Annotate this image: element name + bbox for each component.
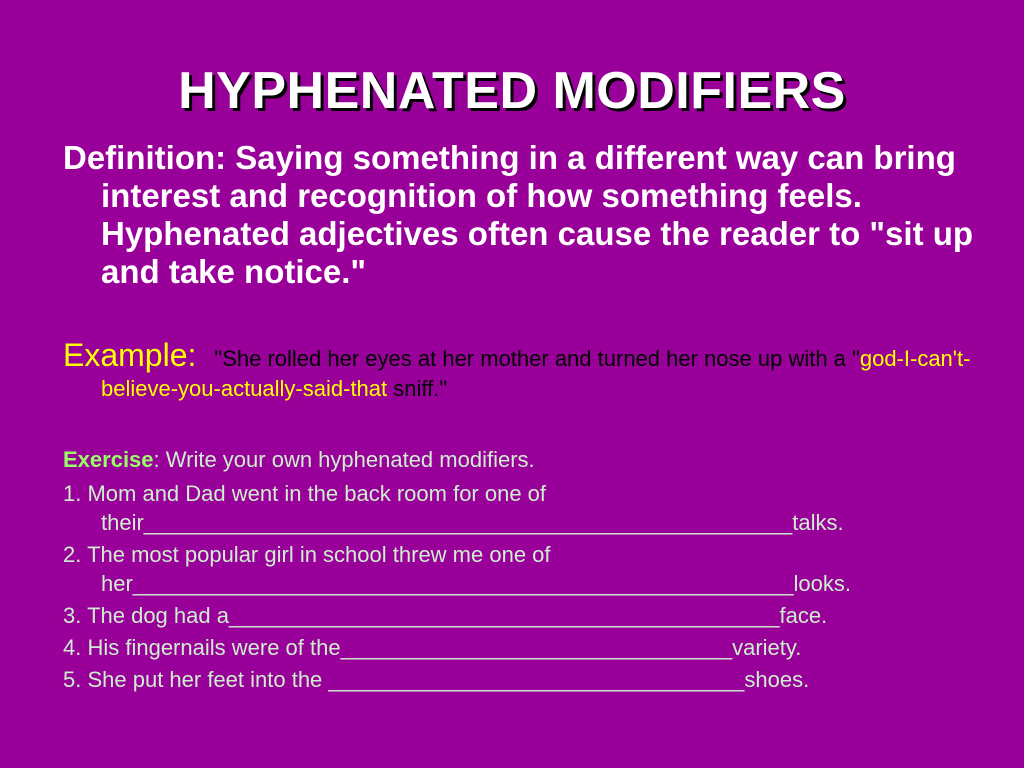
example-text-before: "She rolled her eyes at her mother and turned her nose up with a " bbox=[214, 346, 860, 371]
example-label: Example: bbox=[63, 337, 197, 373]
exercise-item-2: 2. The most popular girl in school threw me one of her______________________________________________________looks. bbox=[63, 542, 851, 596]
exercise-item-3: 3. The dog had a_____________________________________________face. bbox=[63, 603, 828, 628]
example-paragraph bbox=[63, 337, 1011, 404]
slide-title: HYPHENATED MODIFIERS bbox=[178, 62, 846, 120]
exercise-item-4: 4. His fingernails were of the________________________________variety. bbox=[63, 635, 802, 660]
exercise-list bbox=[63, 445, 983, 697]
exercise-item-1: 1. Mom and Dad went in the back room for one of their_____________________________________________________talks. bbox=[63, 481, 844, 535]
exercise-label: Exercise bbox=[63, 447, 154, 472]
definition-paragraph: Definition: Saying something in a different way can bring interest and recognition of how something feels. Hyphenated adjectives often cause the reader to "sit up and take notice." bbox=[63, 139, 974, 290]
example-highlight: god-I-can't-believe-you-actually-said-that bbox=[101, 346, 971, 401]
example-text-after: sniff." bbox=[387, 376, 448, 401]
exercise-heading bbox=[63, 445, 983, 474]
exercise-instruction: : Write your own hyphenated modifiers. bbox=[153, 447, 535, 472]
exercise-item-5: 5. She put her feet into the __________________________________shoes. bbox=[63, 667, 810, 692]
